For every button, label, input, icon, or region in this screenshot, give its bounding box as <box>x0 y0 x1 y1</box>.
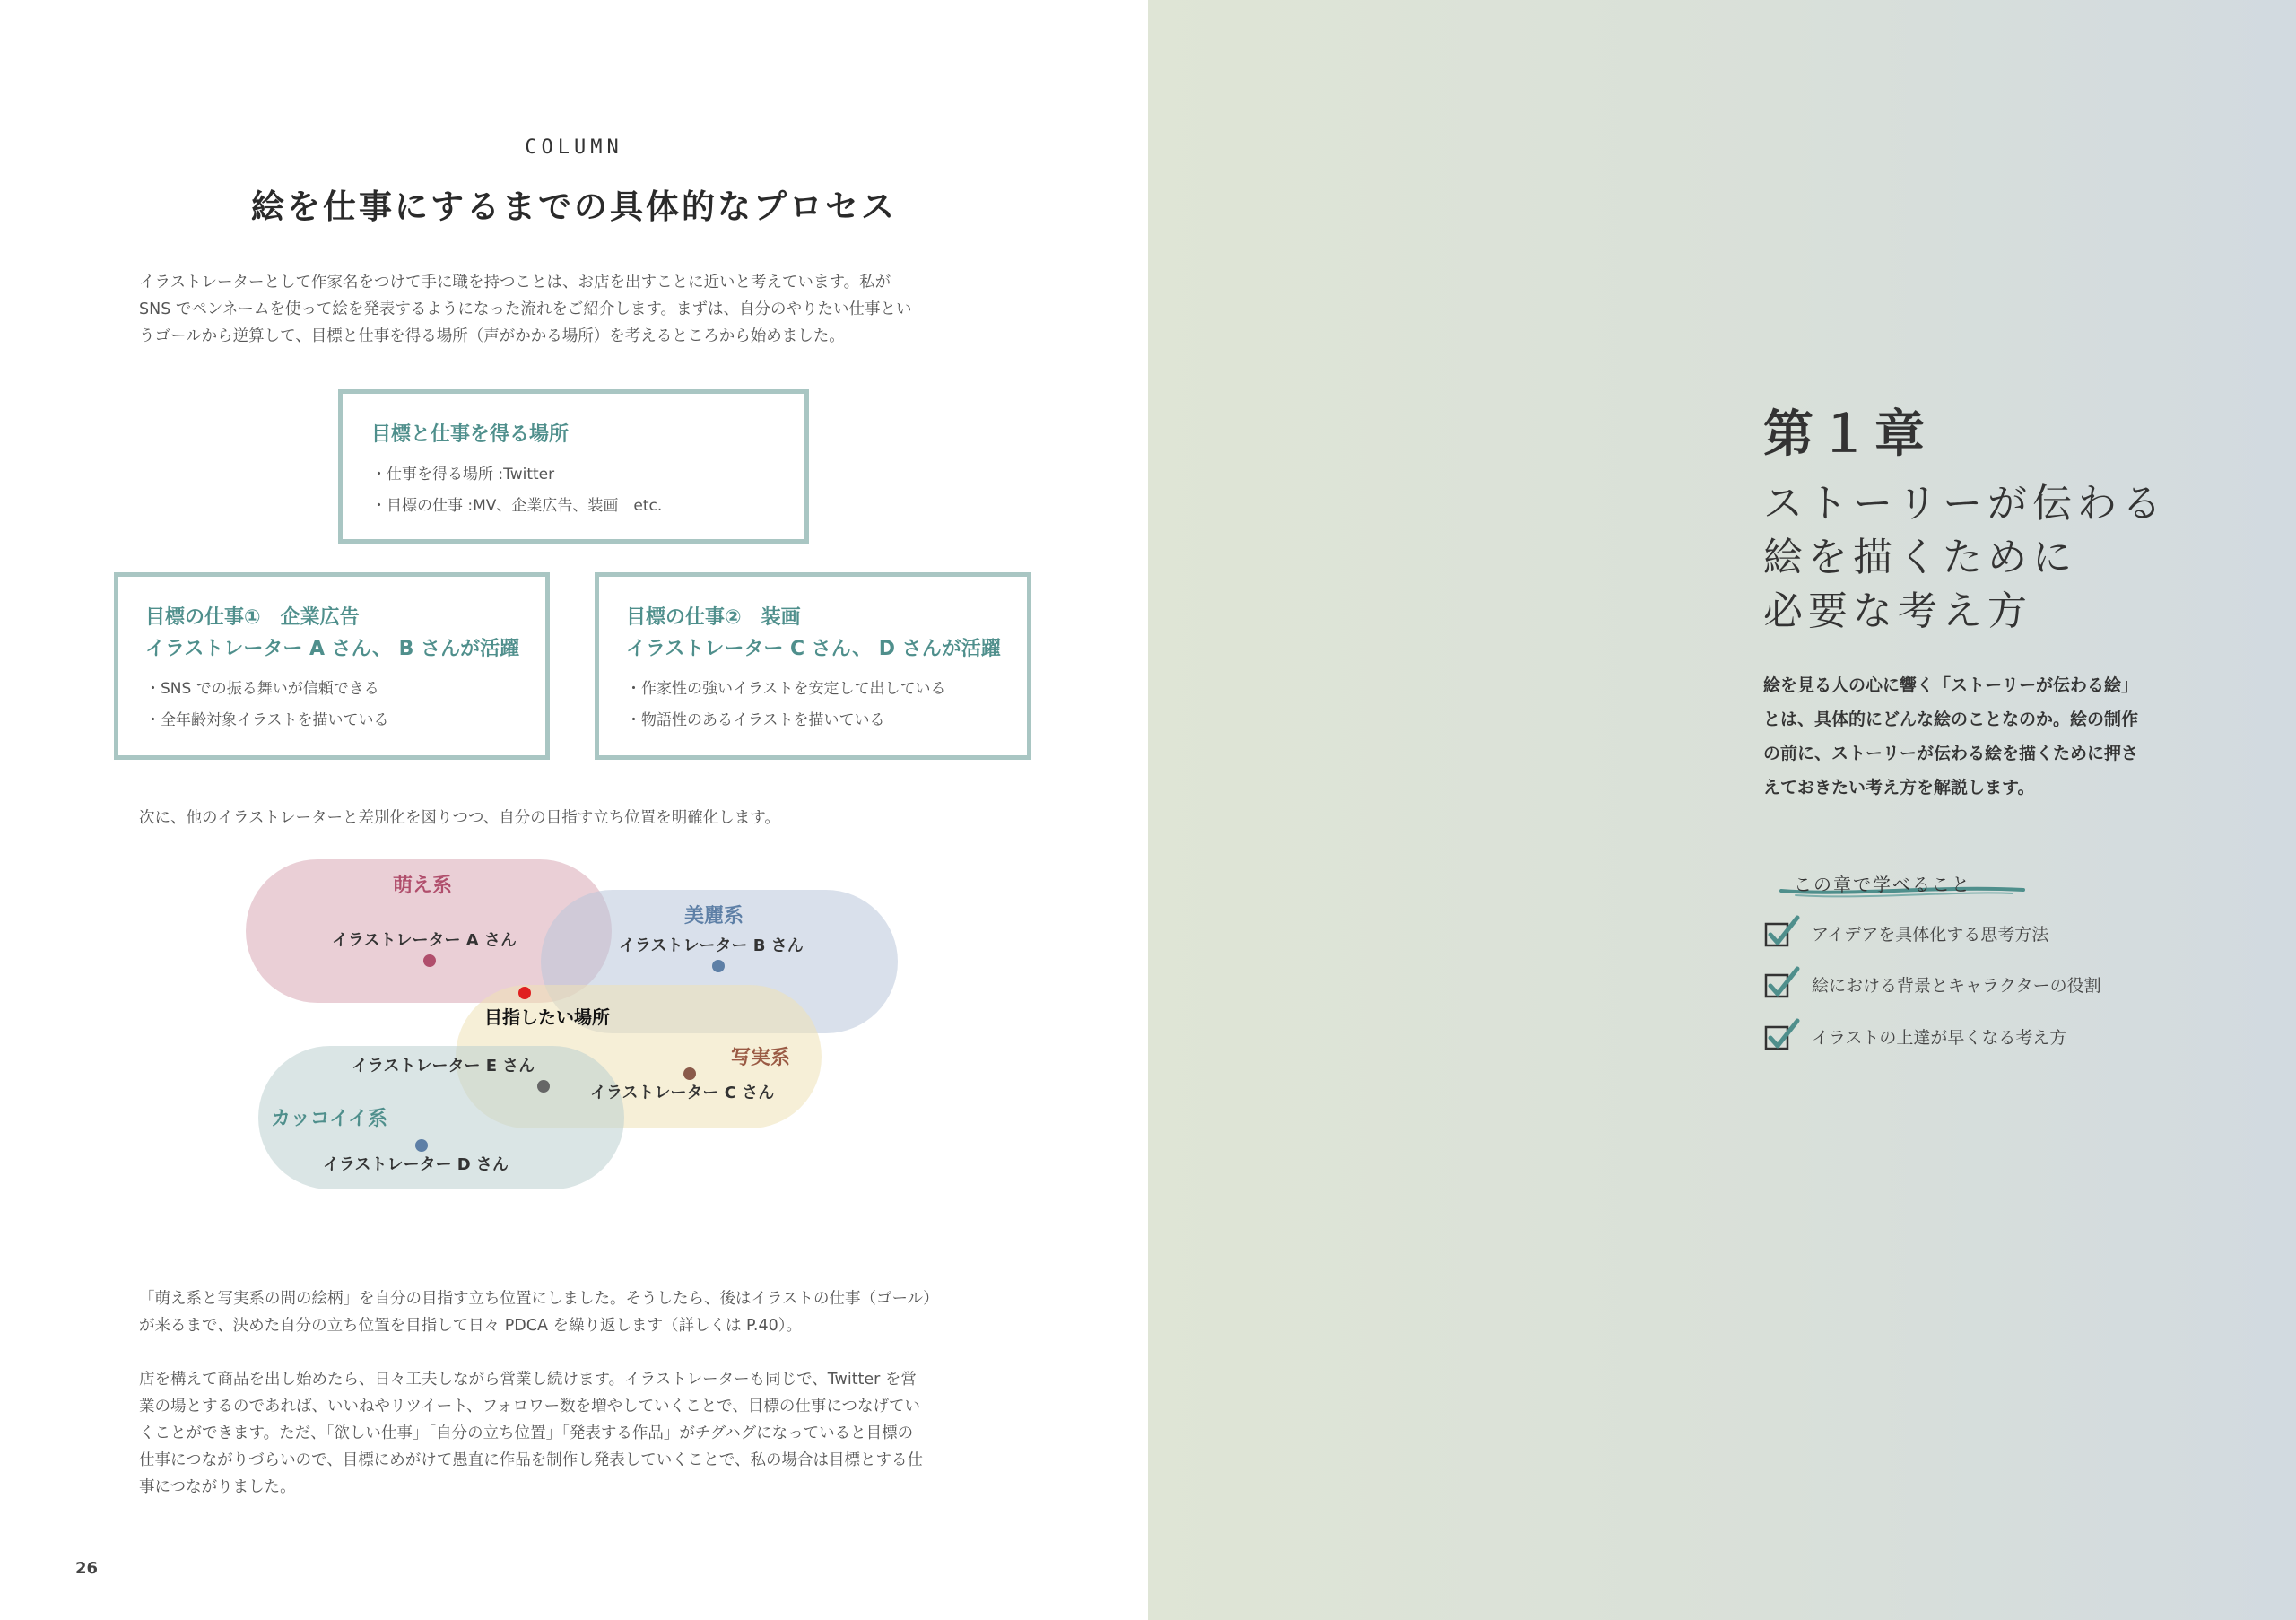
body-line: が来るまで、決めた自分の立ち位置を目指して日々 PDCA を繰り返します（詳しくは P.40）。 <box>139 1317 802 1335</box>
chapter-title-line: 絵を描くために <box>1763 535 2077 580</box>
chapter-title-line: ストーリーが伝わる <box>1763 481 2167 527</box>
body-line: 「萌え系と写実系の間の絵柄」を自分の目指す立ち位置にしました。そうしたら、後はイラストの仕事（ゴール） <box>139 1290 939 1308</box>
checkbox-icon <box>1763 966 1801 1002</box>
target-job-1-subheading: イラストレーター A さん、 B さんが活躍 <box>145 638 520 660</box>
target-dot <box>518 987 531 999</box>
chapter-title-line: 必要な考え方 <box>1763 588 2032 634</box>
body-line: 仕事につながりづらいので、目標にめがけて愚直に作品を制作し発表していくことで、私の場合は目標とする仕 <box>139 1451 923 1469</box>
kakkoii-label: カッコイイ系 <box>271 1108 388 1130</box>
illustrator-c-dot <box>683 1067 696 1080</box>
chapter-desc-line: とは、具体的にどんな絵のことなのか。絵の制作 <box>1763 710 2139 729</box>
column-label: COLUMN <box>525 136 623 159</box>
positioning-diagram <box>233 852 915 1193</box>
positioning-intro: 次に、他のイラストレーターと差別化を図りつつ、自分の目指す立ち位置を明確化します。 <box>139 809 780 827</box>
target-job-box-1 <box>114 572 550 760</box>
goal-box-heading: 目標と仕事を得る場所 <box>371 423 570 446</box>
intro-line: うゴールから逆算して、目標と仕事を得る場所（声がかかる場所）を考えるところから始めました。 <box>139 327 845 345</box>
learn-item-text: アイデアを具体化する思考方法 <box>1812 924 2049 945</box>
chapter-description <box>1763 668 2194 805</box>
chapter-desc-line: えておきたい考え方を解説します。 <box>1763 778 2035 797</box>
learn-item-text: イラストの上達が早くなる考え方 <box>1812 1027 2067 1048</box>
chapter-number: 第１章 <box>1763 405 1930 464</box>
goal-box-item: ・目標の仕事 :MV、企業広告、装画 etc. <box>371 497 663 515</box>
illustrator-d-label: イラストレーター D さん <box>323 1155 509 1174</box>
target-job-2-heading: 目標の仕事② 装画 <box>626 606 801 629</box>
right-page <box>1148 0 2296 1620</box>
intro-line: SNS でペンネームを使って絵を発表するようになった流れをご紹介します。まずは、自分のやりたい仕事とい <box>139 300 912 318</box>
chapter-title <box>1763 477 2167 639</box>
page-number: 26 <box>75 1559 99 1578</box>
target-label: 目指したい場所 <box>484 1006 610 1028</box>
learn-item <box>1763 1018 2066 1054</box>
learn-item <box>1763 915 2048 951</box>
target-job-1-heading: 目標の仕事① 企業広告 <box>145 606 360 629</box>
column-title-wrap <box>0 179 1148 228</box>
illustrator-e-dot <box>537 1080 550 1093</box>
body-paragraph-2 <box>139 1366 1027 1501</box>
chapter-desc-line: の前に、ストーリーが伝わる絵を描くために押さ <box>1763 744 2139 763</box>
illustrator-b-dot <box>712 960 725 972</box>
learn-item <box>1763 966 2101 1002</box>
goal-box-item: ・仕事を得る場所 :Twitter <box>371 466 555 483</box>
target-job-1-item: ・SNS での振る舞いが信頼できる <box>145 680 379 698</box>
target-job-2-subheading: イラストレーター C さん、 D さんが活躍 <box>626 638 1001 660</box>
moe-label: 萌え系 <box>393 875 453 897</box>
shajitsu-label: 写実系 <box>731 1047 791 1069</box>
target-job-2-item: ・作家性の強いイラストを安定して出している <box>626 680 946 698</box>
body-line: 事につながりました。 <box>139 1478 296 1496</box>
body-line: 業の場とするのであれば、いいねやリツイート、フォロワー数を増やしていくことで、目標の仕事につなげてい <box>139 1398 920 1415</box>
chapter-desc-line: 絵を見る人の心に響く「ストーリーが伝わる絵」 <box>1763 675 2139 695</box>
target-job-2-item: ・物語性のあるイラストを描いている <box>626 711 885 729</box>
birei-label: 美麗系 <box>684 905 744 928</box>
illustrator-b-label: イラストレーター B さん <box>619 936 804 955</box>
body-paragraph-1 <box>139 1285 1027 1339</box>
goal-box <box>338 389 809 544</box>
body-line: くことができます。ただ、「欲しい仕事」「自分の立ち位置」「発表する作品」がチグハグになっていると目標の <box>139 1424 914 1442</box>
illustrator-d-dot <box>415 1139 428 1152</box>
checkbox-icon <box>1763 915 1801 951</box>
illustrator-a-dot <box>423 954 436 967</box>
body-line: 店を構えて商品を出し始めたら、日々工夫しながら営業し続けます。イラストレーターも同じで、Twitter を営 <box>139 1371 917 1389</box>
illustrator-a-label: イラストレーター A さん <box>332 931 517 950</box>
intro-line: イラストレーターとして作家名をつけて手に職を持つことは、お店を出すことに近いと考えています。私が <box>139 274 891 292</box>
illustrator-e-label: イラストレーター E さん <box>352 1057 535 1076</box>
target-job-1-item: ・全年齢対象イラストを描いている <box>145 711 389 729</box>
target-job-box-2 <box>595 572 1031 760</box>
learn-heading: この章で学べること <box>1794 874 1971 895</box>
illustrator-c-label: イラストレーター C さん <box>590 1084 775 1102</box>
intro-paragraph <box>139 269 1018 350</box>
checkbox-icon <box>1763 1018 1801 1054</box>
column-title: 絵を仕事にするまでの具体的なプロセス <box>244 179 904 228</box>
learn-item-text: 絵における背景とキャラクターの役割 <box>1812 975 2101 996</box>
